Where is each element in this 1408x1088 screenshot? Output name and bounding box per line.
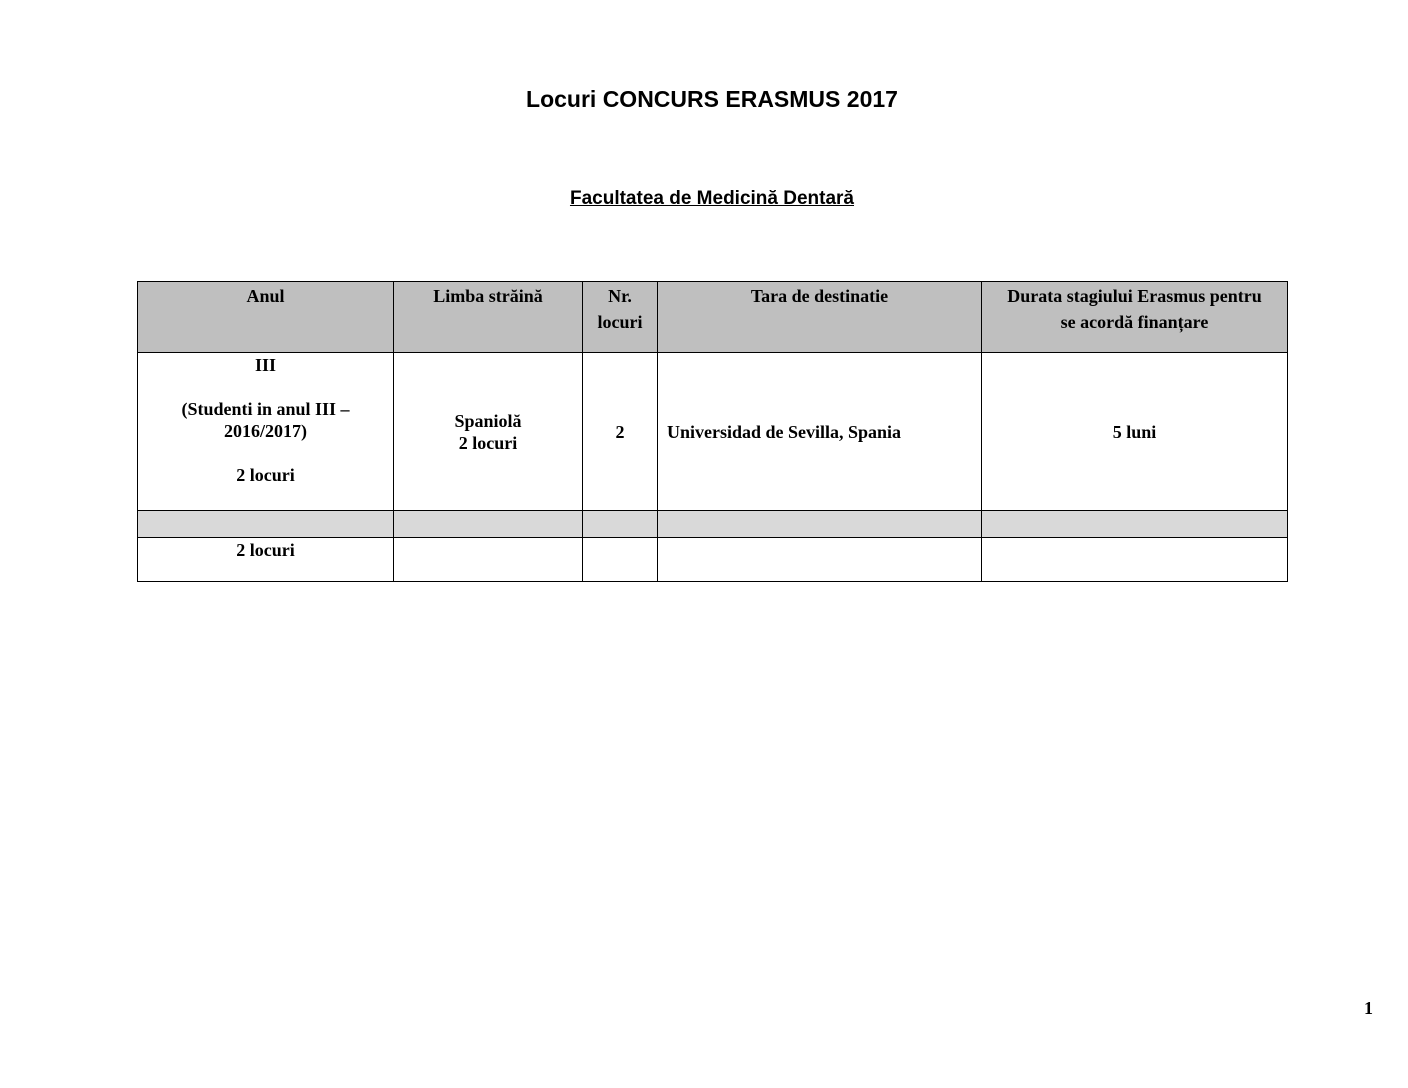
header-durata-stagiului: Durata stagiului Erasmus pentru se acordă finanțare: [982, 282, 1288, 353]
anul-note-line1: (Studenti in anul III –: [181, 399, 350, 419]
cell-nr-locuri: 2: [583, 353, 658, 511]
header-anul: Anul: [138, 282, 394, 353]
table-header-row: [138, 282, 1288, 353]
cell-anul: [138, 353, 394, 511]
page-number: 1: [1364, 998, 1373, 1018]
header-nr-locuri: Nr. locuri: [583, 282, 658, 353]
table-row: [138, 353, 1288, 511]
anul-places: 2 locuri: [236, 465, 295, 485]
erasmus-places-table: [137, 281, 1288, 582]
total-anul: 2 locuri: [138, 538, 394, 582]
cell-durata: 5 luni: [982, 353, 1288, 511]
document-title: Locuri CONCURS ERASMUS 2017: [526, 86, 898, 112]
cell-tara-destinatie: Universidad de Sevilla, Spania: [658, 353, 982, 511]
table-total-row: [138, 538, 1288, 582]
header-tara-destinatie: Tara de destinatie: [658, 282, 982, 353]
faculty-subtitle: Facultatea de Medicină Dentară: [569, 188, 855, 209]
table-spacer-row: [138, 511, 1288, 538]
cell-limba-straina: Spaniolă 2 locuri: [394, 353, 583, 511]
anul-note-line2: 2016/2017): [224, 421, 307, 441]
anul-year: III: [254, 355, 276, 375]
header-limba-straina: Limba străină: [394, 282, 583, 353]
